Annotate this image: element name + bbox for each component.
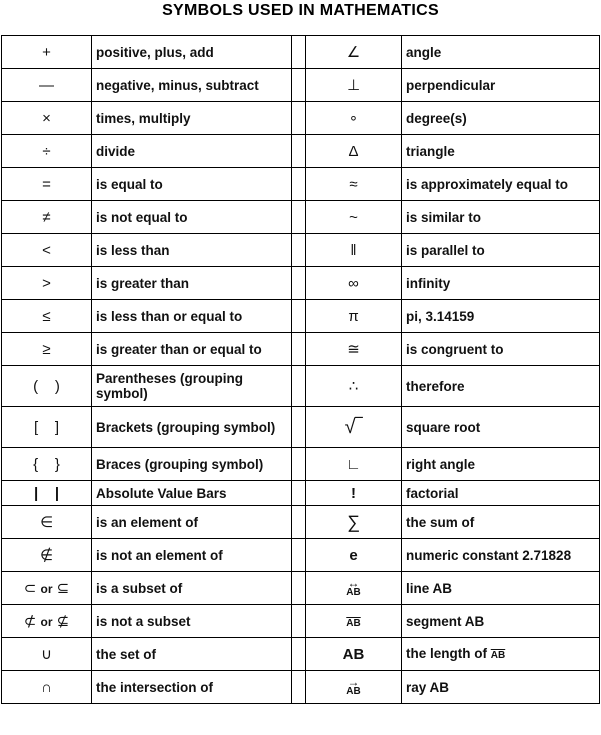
table-row <box>2 333 600 366</box>
description-cell: is greater than <box>92 267 292 300</box>
description-cell: perpendicular <box>402 69 600 102</box>
symbol-cell: ≈ <box>306 168 402 201</box>
symbol-cell: = <box>2 168 92 201</box>
description-cell: Braces (grouping symbol) <box>92 448 292 481</box>
description-cell: the intersection of <box>92 671 292 704</box>
description-cell: is an element of <box>92 506 292 539</box>
table-row <box>2 448 600 481</box>
description-text: the length of <box>406 645 487 661</box>
table-row <box>2 671 600 704</box>
description-cell: line AB <box>402 572 600 605</box>
symbol-cell: ∈ <box>2 506 92 539</box>
description-cell: Brackets (grouping symbol) <box>92 407 292 448</box>
table-row <box>2 605 600 638</box>
symbol-cell: ∩ <box>2 671 92 704</box>
column-gap <box>292 572 306 605</box>
symbol-cell: ∠ <box>306 36 402 69</box>
symbol-cell <box>306 572 402 605</box>
symbol-cell: AB <box>306 638 402 671</box>
table-row <box>2 234 600 267</box>
page-title: SYMBOLS USED IN MATHEMATICS <box>162 2 439 19</box>
symbol-cell: × <box>2 102 92 135</box>
table-row <box>2 300 600 333</box>
not-subset-symbol: ⊄ <box>23 613 37 630</box>
column-gap <box>292 201 306 234</box>
symbol-cell: ≥ <box>2 333 92 366</box>
symbol-cell: < <box>2 234 92 267</box>
column-gap <box>292 234 306 267</box>
not-subset-equal-symbol: ⊈ <box>56 613 70 630</box>
column-gap <box>292 135 306 168</box>
column-gap <box>292 407 306 448</box>
description-cell: is greater than or equal to <box>92 333 292 366</box>
symbol-cell <box>306 671 402 704</box>
symbol-cell: π <box>306 300 402 333</box>
table-row <box>2 572 600 605</box>
subset-symbol: ⊂ <box>23 580 37 597</box>
description-cell: pi, 3.14159 <box>402 300 600 333</box>
table-row <box>2 481 600 506</box>
ab-label: AB <box>346 686 361 697</box>
table-row <box>2 267 600 300</box>
description-cell: is not an element of <box>92 539 292 572</box>
symbol-cell: ⊥ <box>306 69 402 102</box>
line-arrow-icon: ↔ <box>347 576 360 590</box>
description-cell: Parentheses (grouping symbol) <box>92 366 292 407</box>
symbol-cell: Δ <box>306 135 402 168</box>
table-row <box>2 407 600 448</box>
description-cell: therefore <box>402 366 600 407</box>
description-cell: is less than or equal to <box>92 300 292 333</box>
description-cell: Absolute Value Bars <box>92 481 292 506</box>
symbol-cell: ∴ <box>306 366 402 407</box>
column-gap <box>292 671 306 704</box>
symbol-cell: ÷ <box>2 135 92 168</box>
description-cell: the sum of <box>402 506 600 539</box>
column-gap <box>292 69 306 102</box>
column-gap <box>292 36 306 69</box>
symbol-cell: ∘ <box>306 102 402 135</box>
description-cell: the set of <box>92 638 292 671</box>
symbol-cell: > <box>2 267 92 300</box>
description-cell: is equal to <box>92 168 292 201</box>
symbol-cell: ‖ <box>306 234 402 267</box>
or-label: or <box>40 615 53 629</box>
symbol-cell: ≅ <box>306 333 402 366</box>
ab-label: AB <box>346 587 361 598</box>
description-cell: is congruent to <box>402 333 600 366</box>
description-cell <box>402 638 600 671</box>
description-cell: negative, minus, subtract <box>92 69 292 102</box>
column-gap <box>292 300 306 333</box>
column-gap <box>292 366 306 407</box>
description-cell: divide <box>92 135 292 168</box>
symbol-cell: ≤ <box>2 300 92 333</box>
symbol-cell: ∑ <box>306 506 402 539</box>
table-row <box>2 366 600 407</box>
description-cell: triangle <box>402 135 600 168</box>
description-cell: segment AB <box>402 605 600 638</box>
description-cell: infinity <box>402 267 600 300</box>
table-row <box>2 69 600 102</box>
symbol-cell: √‾ <box>306 407 402 448</box>
description-cell: square root <box>402 407 600 448</box>
column-gap <box>292 267 306 300</box>
symbol-cell: { } <box>2 448 92 481</box>
description-cell: positive, plus, add <box>92 36 292 69</box>
symbol-cell: ~ <box>306 201 402 234</box>
description-cell: is not equal to <box>92 201 292 234</box>
table-row <box>2 638 600 671</box>
subset-equal-symbol: ⊆ <box>56 580 70 597</box>
table-row <box>2 135 600 168</box>
column-gap <box>292 333 306 366</box>
table-row <box>2 102 600 135</box>
symbol-cell: ∉ <box>2 539 92 572</box>
symbol-cell: ≠ <box>2 201 92 234</box>
symbol-cell: ∞ <box>306 267 402 300</box>
table-row <box>2 168 600 201</box>
symbol-cell <box>2 572 92 605</box>
symbol-cell: ∪ <box>2 638 92 671</box>
description-cell: degree(s) <box>402 102 600 135</box>
description-cell: times, multiply <box>92 102 292 135</box>
symbols-table <box>1 35 600 704</box>
description-cell: numeric constant 2.71828 <box>402 539 600 572</box>
symbol-cell: ( ) <box>2 366 92 407</box>
column-gap <box>292 168 306 201</box>
description-cell: is similar to <box>402 201 600 234</box>
column-gap <box>292 506 306 539</box>
description-cell: right angle <box>402 448 600 481</box>
symbol-cell: ! <box>306 481 402 506</box>
symbol-cell: + <box>2 36 92 69</box>
description-cell: is a subset of <box>92 572 292 605</box>
description-cell: factorial <box>402 481 600 506</box>
description-cell: is approximately equal to <box>402 168 600 201</box>
table-row <box>2 36 600 69</box>
table-row <box>2 539 600 572</box>
column-gap <box>292 481 306 506</box>
or-label: or <box>40 582 53 596</box>
symbol-cell <box>2 605 92 638</box>
symbol-cell: ∟ <box>306 448 402 481</box>
segment-ab-label: $\overline{AB}$ <box>346 617 361 629</box>
symbol-cell: e <box>306 539 402 572</box>
description-cell: is parallel to <box>402 234 600 267</box>
description-cell: ray AB <box>402 671 600 704</box>
table-row <box>2 506 600 539</box>
column-gap <box>292 638 306 671</box>
ray-arrow-icon: → <box>347 675 360 689</box>
symbol-cell: — <box>2 69 92 102</box>
segment-ab-label: $\overline{AB}$ <box>490 649 506 661</box>
description-cell: is less than <box>92 234 292 267</box>
symbol-cell: [ ] <box>2 407 92 448</box>
symbol-cell: | | <box>2 481 92 506</box>
column-gap <box>292 605 306 638</box>
column-gap <box>292 102 306 135</box>
description-cell: is not a subset <box>92 605 292 638</box>
column-gap <box>292 448 306 481</box>
column-gap <box>292 539 306 572</box>
description-cell: angle <box>402 36 600 69</box>
table-row <box>2 201 600 234</box>
symbol-cell <box>306 605 402 638</box>
